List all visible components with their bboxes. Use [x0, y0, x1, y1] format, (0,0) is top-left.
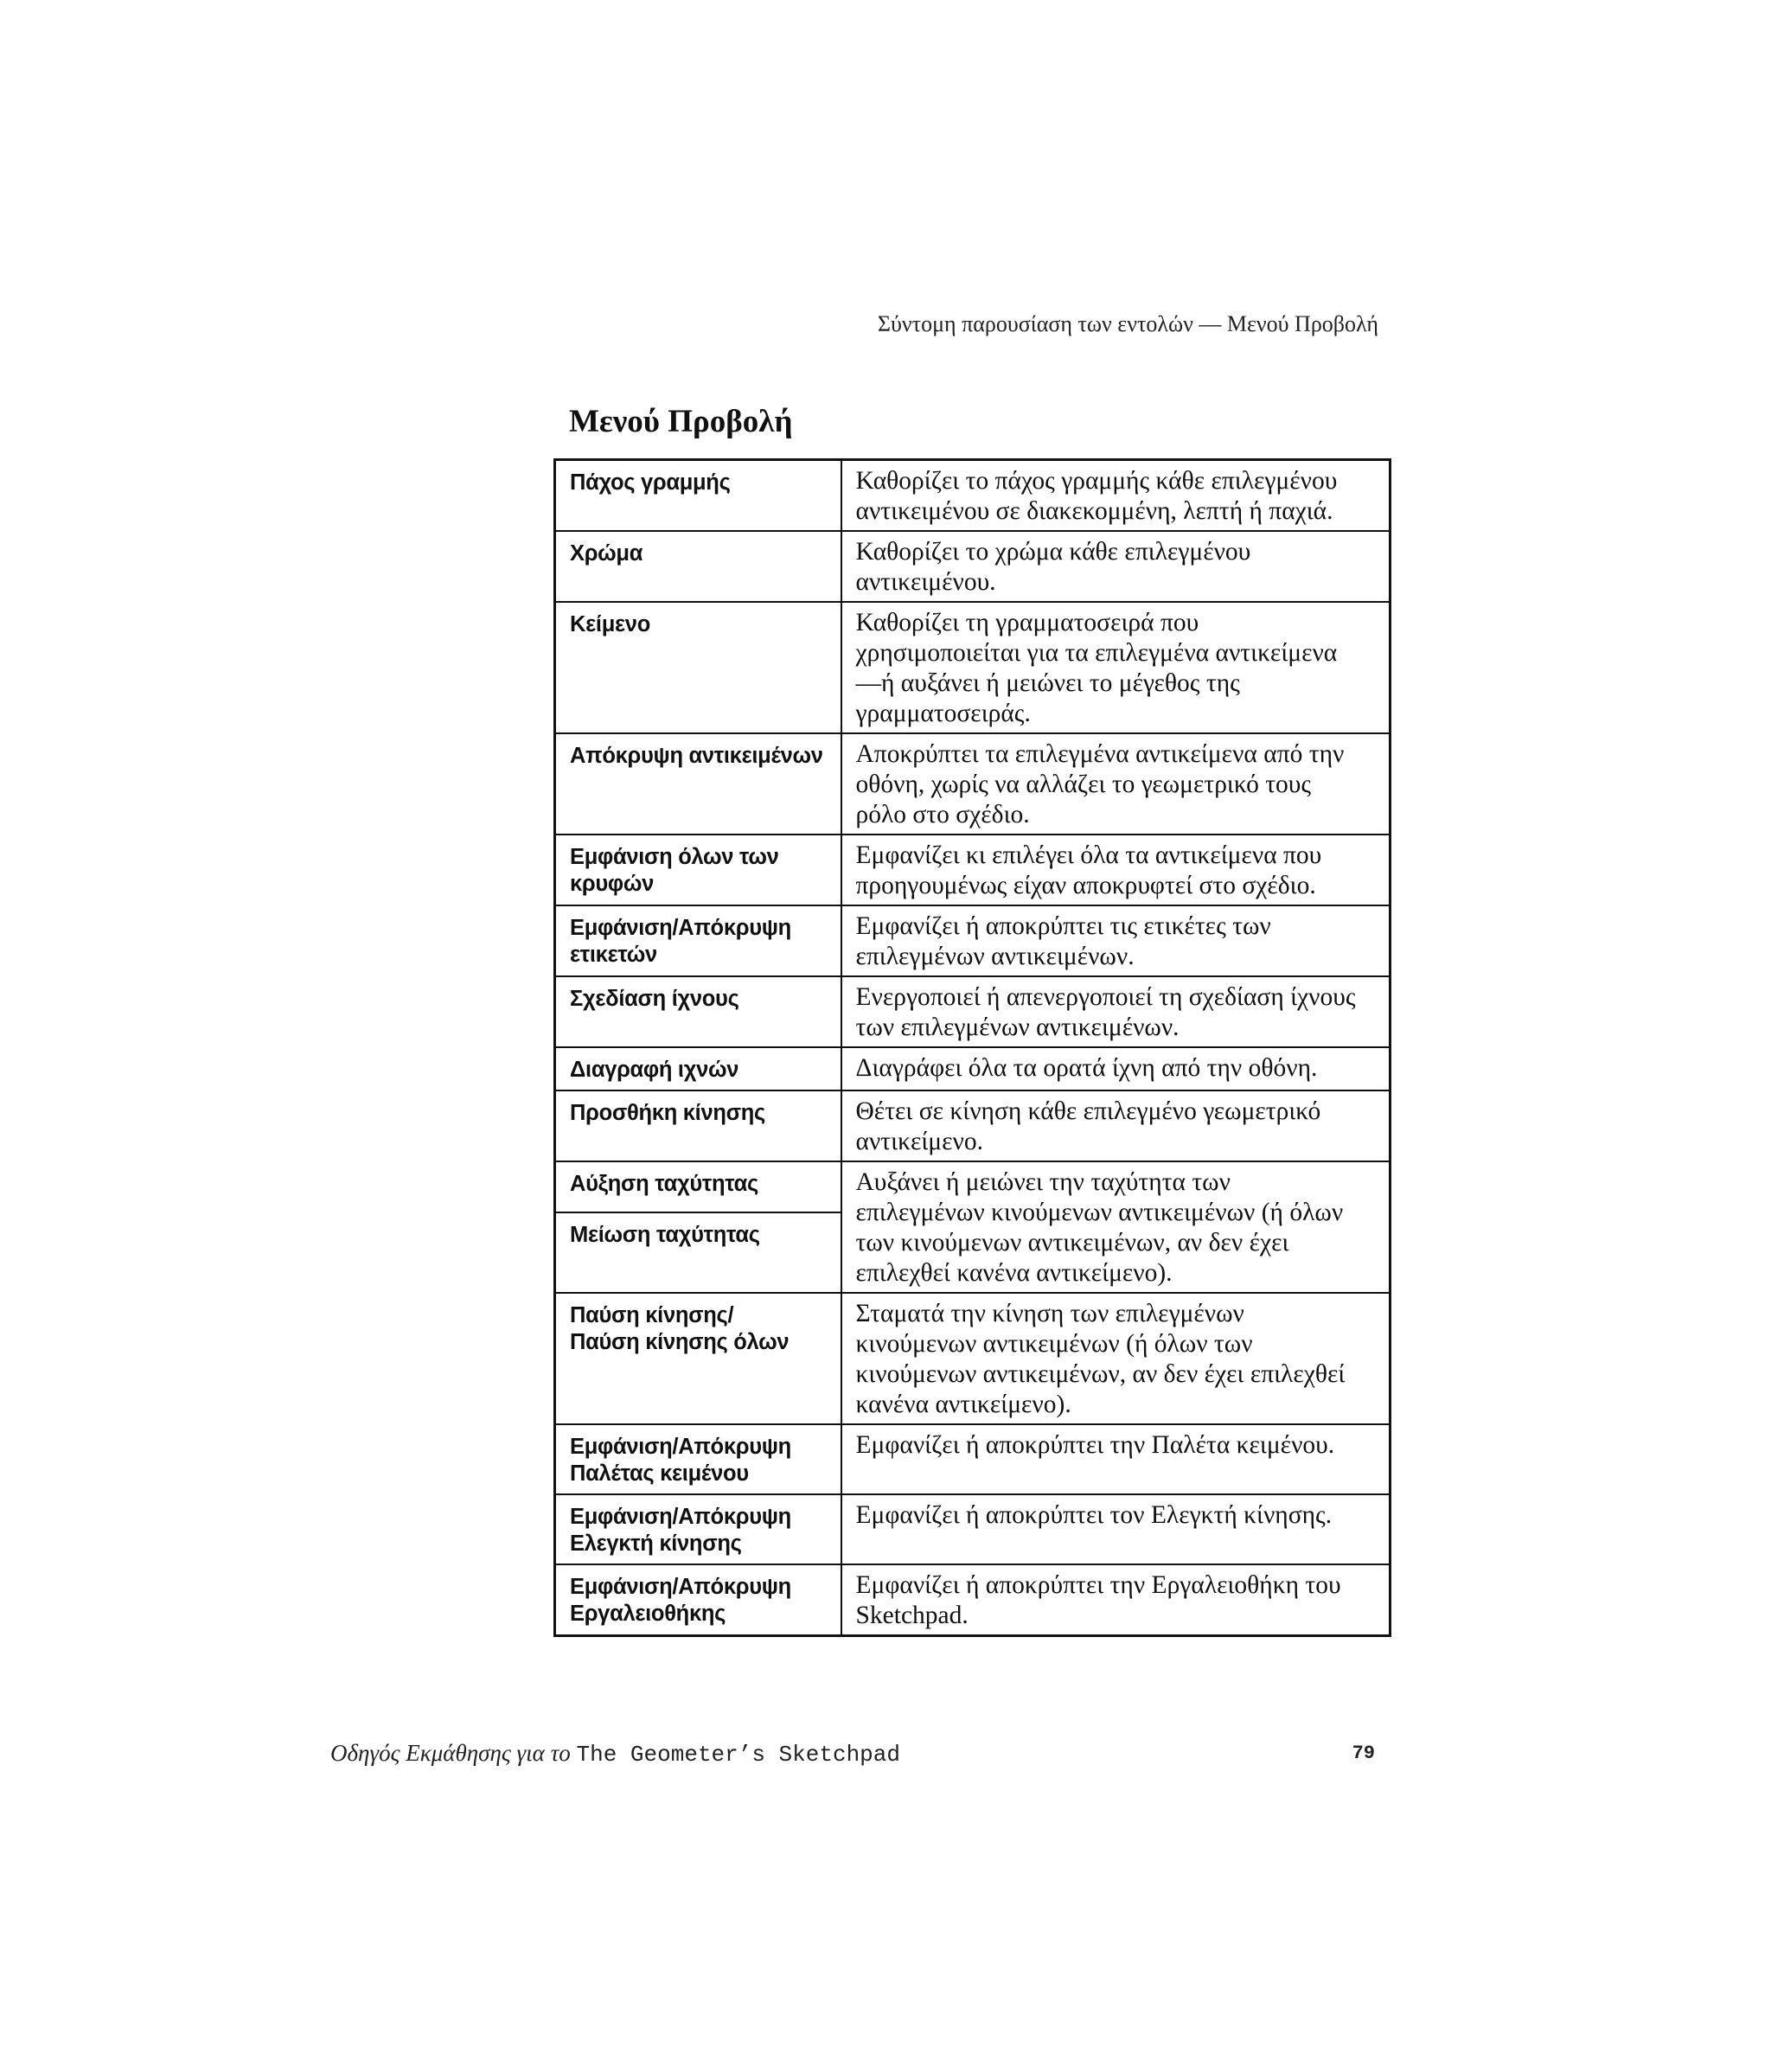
view-menu-command-table: [553, 458, 1391, 1637]
command-cell: [555, 733, 841, 835]
table-row: [555, 1564, 1391, 1636]
description-line: Θέτει σε κίνηση κάθε επιλεγμένο γεωμετρικό: [855, 1097, 1321, 1125]
description-line: Σταματά την κίνηση των επιλεγμένων: [855, 1300, 1244, 1327]
description-line: αντικειμένου.: [855, 568, 996, 596]
command-name: Εμφάνιση/Απόκρυψη: [570, 1575, 791, 1599]
description-line: Εμφανίζει ή αποκρύπτει την Εργαλειοθήκη του: [855, 1571, 1341, 1599]
description-cell: [841, 905, 1391, 976]
command-cell: [555, 905, 841, 976]
description-cell: [841, 602, 1391, 733]
table-row: [555, 905, 1391, 976]
table-row: [555, 733, 1391, 835]
command-name: Παλέτας κειμένου: [570, 1461, 749, 1486]
description-line: Εμφανίζει ή αποκρύπτει τις ετικέτες των: [855, 912, 1271, 940]
command-cell: [555, 1090, 841, 1161]
description-line: Καθορίζει το χρώμα κάθε επιλεγμένου: [855, 538, 1251, 566]
description-line: —ή αυξάνει ή μειώνει το μέγεθος της: [855, 669, 1240, 697]
command-cell: [555, 1424, 841, 1494]
description-line: Εμφανίζει ή αποκρύπτει την Παλέτα κειμένου.: [855, 1431, 1335, 1459]
command-cell: [555, 976, 841, 1047]
table-row: [555, 1293, 1391, 1424]
description-line: Αυξάνει ή μειώνει την ταχύτητα των: [855, 1168, 1231, 1196]
footer-guide-text: Οδηγός Εκμάθησης για το: [330, 1740, 571, 1766]
table-row: [555, 602, 1391, 733]
table-row: [555, 1047, 1391, 1090]
command-name: Αύξηση ταχύτητας: [570, 1172, 758, 1196]
description-cell: [841, 460, 1391, 532]
command-name: Πάχος γραμμής: [570, 470, 731, 495]
command-name: ετικετών: [570, 943, 657, 967]
command-cell: [555, 1161, 841, 1212]
description-cell: [841, 1564, 1391, 1636]
description-line: των κινούμενων αντικειμένων, αν δεν έχει: [855, 1229, 1289, 1257]
command-name: Χρώμα: [570, 541, 643, 566]
command-cell: [555, 1212, 841, 1293]
description-line: οθόνη, χωρίς να αλλάζει το γεωμετρικό τους: [855, 771, 1312, 798]
page-title: Μενού Προβολή: [569, 404, 793, 439]
description-line: Καθορίζει το πάχος γραμμής κάθε επιλεγμένου: [855, 467, 1338, 495]
command-cell: [555, 1047, 841, 1090]
description-cell: [841, 1424, 1391, 1494]
command-name: Απόκρυψη αντικειμένων: [570, 744, 823, 768]
command-name: Εμφάνιση/Απόκρυψη: [570, 916, 791, 940]
footer-product-name: The Geometer’s Sketchpad: [576, 1742, 900, 1768]
table-row: [555, 460, 1391, 532]
command-cell: [555, 1293, 841, 1424]
description-line: Sketchpad.: [855, 1602, 969, 1629]
description-line: κινούμενων αντικειμένων (ή όλων των: [855, 1330, 1253, 1358]
command-name: Προσθήκη κίνησης: [570, 1101, 765, 1125]
command-cell: [555, 602, 841, 733]
command-name: Εμφάνιση όλων των: [570, 845, 779, 869]
description-cell: [841, 531, 1391, 602]
description-line: γραμματοσειράς.: [855, 700, 1031, 727]
description-cell: [841, 835, 1391, 905]
description-line: Διαγράφει όλα τα ορατά ίχνη από την οθόνη.: [855, 1054, 1318, 1082]
command-cell: [555, 1494, 841, 1564]
command-name: Εμφάνιση/Απόκρυψη: [570, 1435, 791, 1459]
command-name: Κείμενο: [570, 612, 650, 636]
description-cell: [841, 1047, 1391, 1090]
description-cell: [841, 1090, 1391, 1161]
description-line: προηγουμένως είχαν αποκρυφτεί στο σχέδιο.: [855, 872, 1316, 899]
command-cell: [555, 835, 841, 905]
table-row: [555, 835, 1391, 905]
description-line: αντικειμένου σε διακεκομμένη, λεπτή ή παχιά.: [855, 497, 1333, 525]
table-row: [555, 1494, 1391, 1564]
description-line: κανένα αντικείμενο).: [855, 1391, 1071, 1418]
table-row: [555, 976, 1391, 1047]
description-cell: [841, 733, 1391, 835]
page-number: 79: [1352, 1743, 1375, 1764]
description-line: επιλεγμένων αντικειμένων.: [855, 943, 1135, 970]
description-line: ρόλο στο σχέδιο.: [855, 801, 1030, 828]
description-line: Εμφανίζει κι επιλέγει όλα τα αντικείμενα που: [855, 841, 1322, 869]
command-cell: [555, 531, 841, 602]
command-name: Εμφάνιση/Απόκρυψη: [570, 1505, 791, 1529]
description-cell: [841, 976, 1391, 1047]
description-line: επιλεχθεί κανένα αντικείμενο).: [855, 1259, 1173, 1287]
running-head: Σύντομη παρουσίαση των εντολών — Μενού Προβολή: [877, 311, 1378, 336]
command-name: Παύση κίνησης όλων: [570, 1330, 790, 1354]
description-line: Εμφανίζει ή αποκρύπτει τον Ελεγκτή κίνησης.: [855, 1501, 1333, 1529]
table-row: [555, 1090, 1391, 1161]
command-cell: [555, 460, 841, 532]
description-line: κινούμενων αντικειμένων, αν δεν έχει επιλεχθεί: [855, 1360, 1346, 1388]
command-name: Διαγραφή ιχνών: [570, 1058, 739, 1082]
command-cell: [555, 1564, 841, 1636]
table-row: [555, 1161, 1391, 1212]
command-name: Παύση κίνησης/: [570, 1303, 734, 1327]
description-line: Αποκρύπτει τα επιλεγμένα αντικείμενα από την: [855, 740, 1345, 768]
footer-guide-title: [330, 1740, 900, 1768]
description-line: Καθορίζει τη γραμματοσειρά που: [855, 609, 1199, 636]
table-row: [555, 1424, 1391, 1494]
command-name: Ελεγκτή κίνησης: [570, 1532, 742, 1556]
command-name: Εργαλειοθήκης: [570, 1602, 726, 1626]
description-cell: [841, 1293, 1391, 1424]
description-line: χρησιμοποιείται για τα επιλεγμένα αντικείμενα: [855, 639, 1338, 667]
description-line: Ενεργοποιεί ή απενεργοποιεί τη σχεδίαση ίχνους: [855, 983, 1356, 1011]
description-cell: [841, 1161, 1391, 1293]
description-line: επιλεγμένων κινούμενων αντικειμένων (ή όλων: [855, 1199, 1344, 1226]
description-cell: [841, 1494, 1391, 1564]
command-name: κρυφών: [570, 872, 655, 896]
description-line: των επιλεγμένων αντικειμένων.: [855, 1014, 1180, 1041]
command-name: Μείωση ταχύτητας: [570, 1222, 760, 1247]
command-name: Σχεδίαση ίχνους: [570, 987, 739, 1011]
description-line: αντικείμενο.: [855, 1128, 983, 1155]
table-row: [555, 531, 1391, 602]
